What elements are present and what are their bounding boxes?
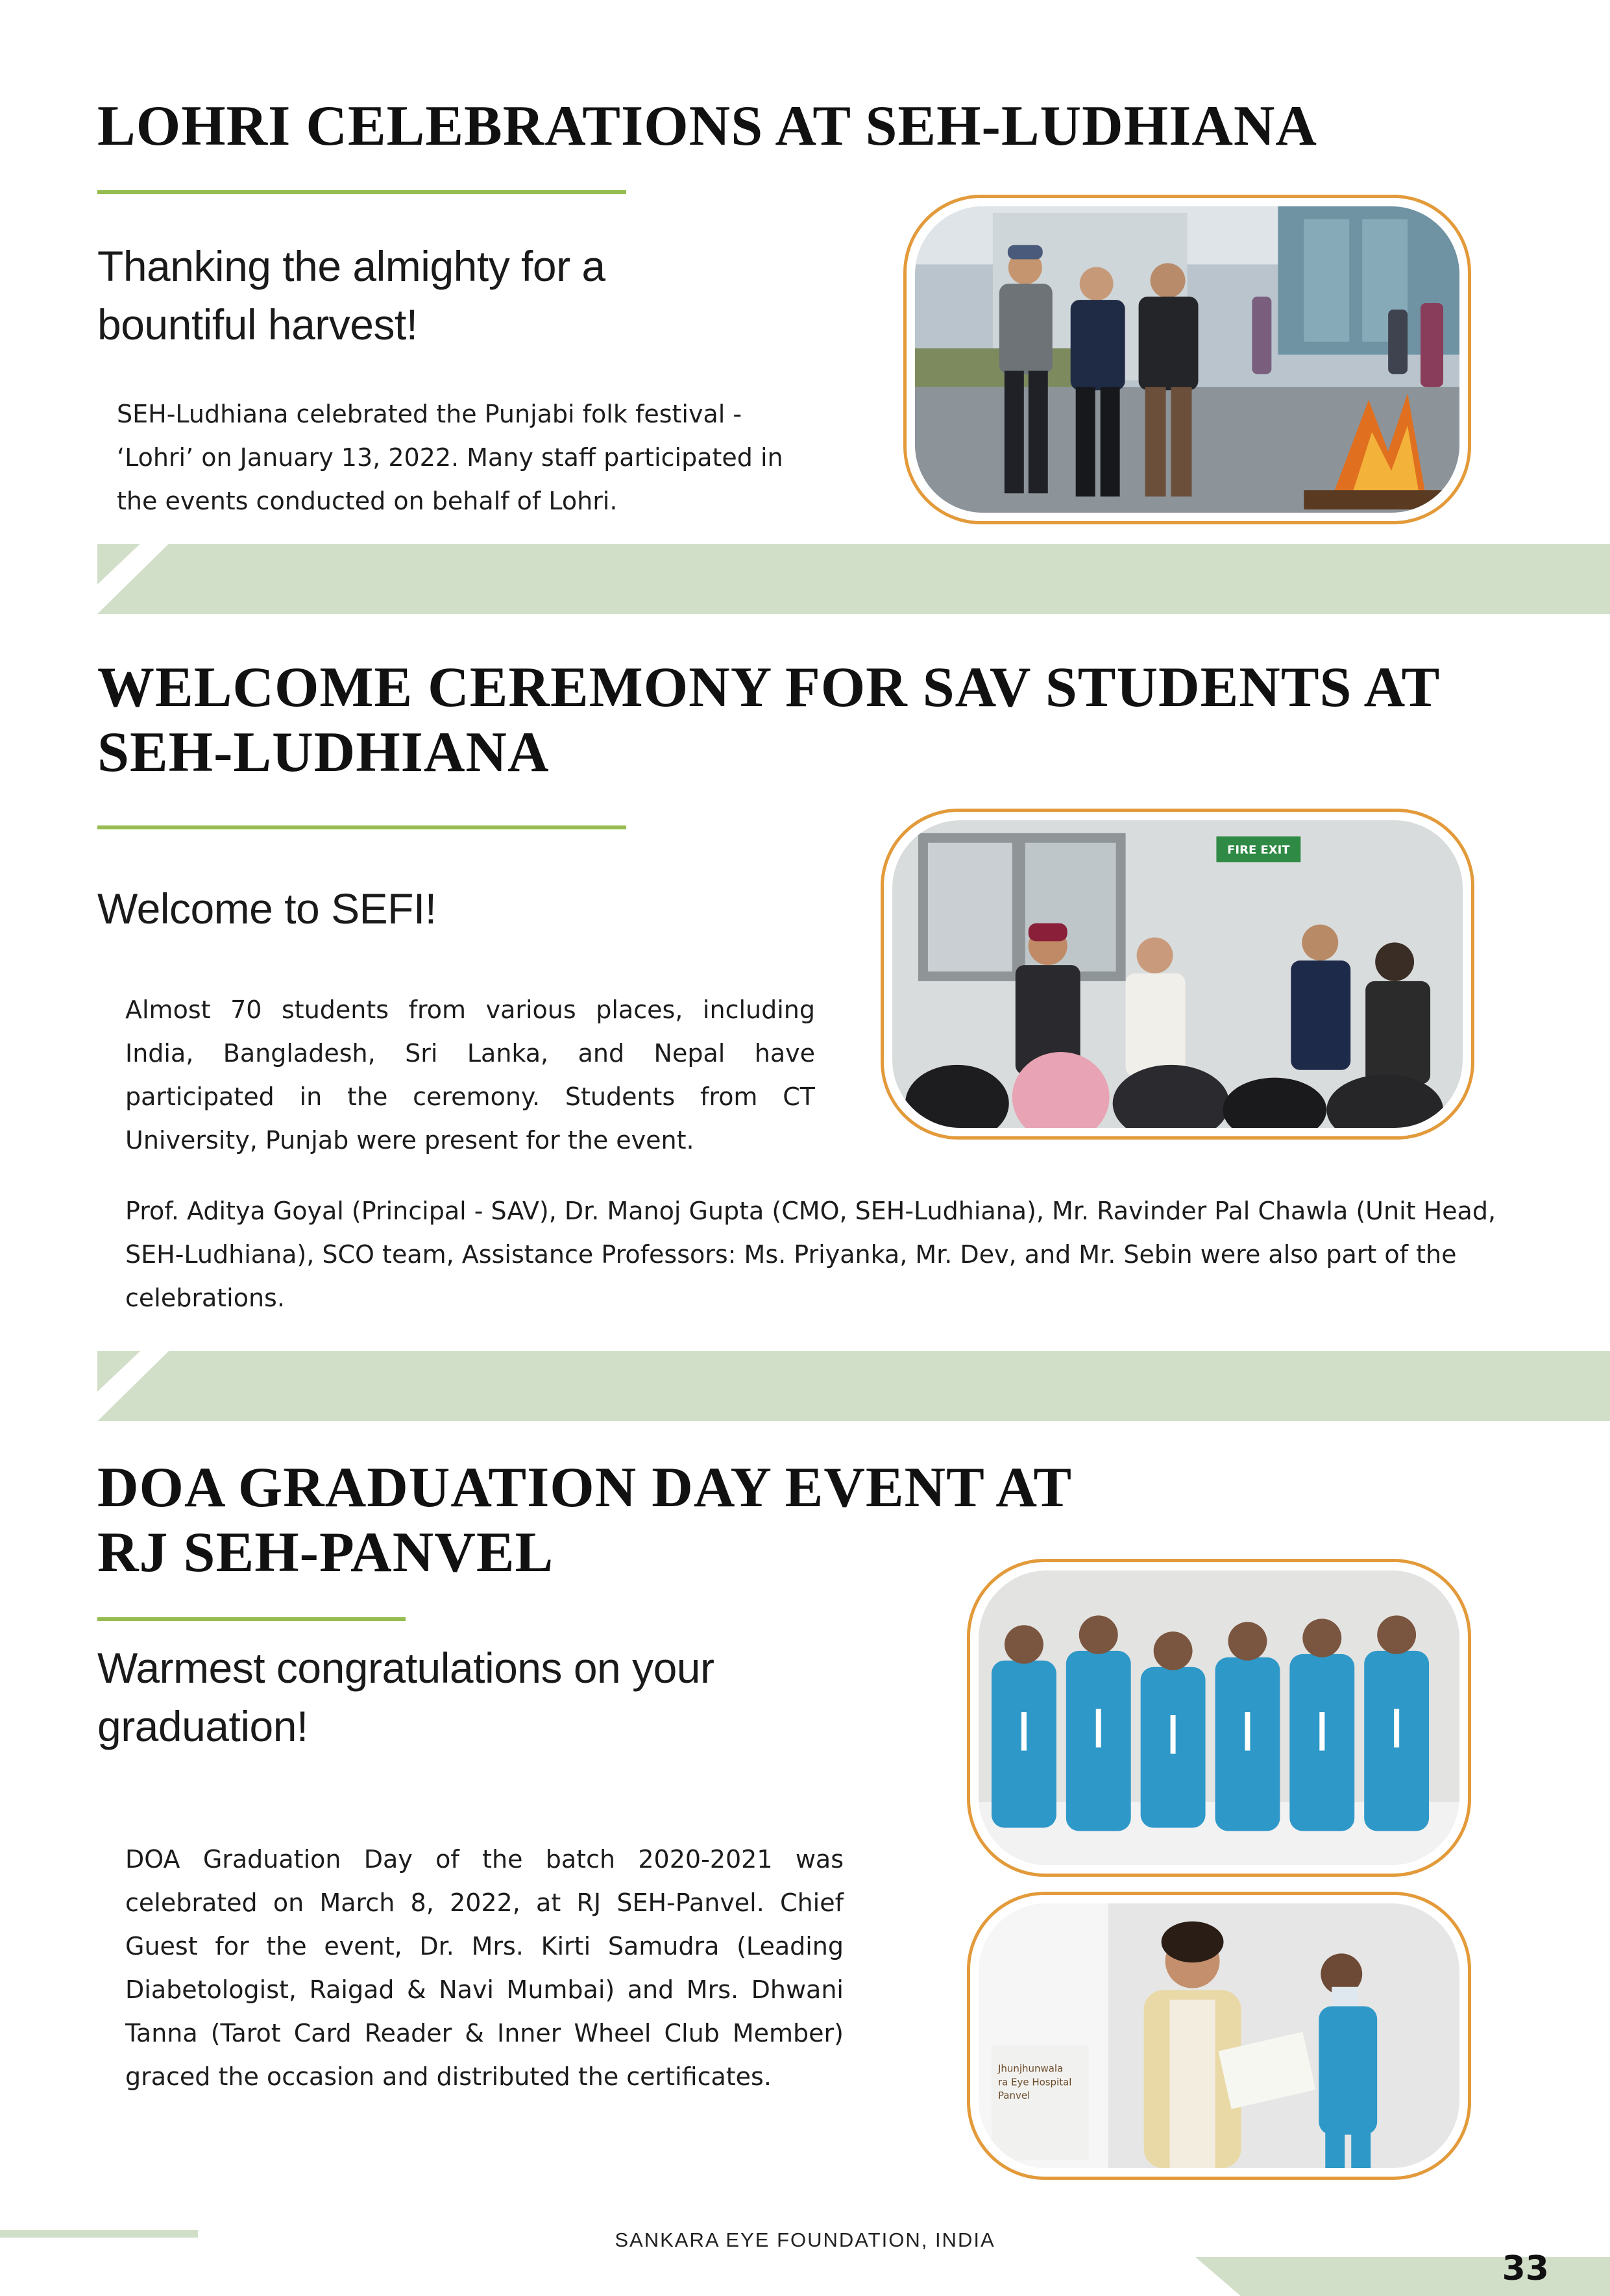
fire-exit-sign: FIRE EXIT — [1227, 843, 1290, 857]
section-heading-welcome: WELCOME CEREMONY FOR SAV STUDENTS AT SEH-LUDHIANA — [97, 656, 1441, 784]
section-subtitle-graduation: Warmest congratulations on your graduation! — [97, 1644, 714, 1750]
footer-organization: SANKARA EYE FOUNDATION, INDIA — [615, 2229, 995, 2251]
graduation-certificate-photo — [967, 1892, 1471, 2180]
lohri-description: SEH-Ludhiana celebrated the Punjabi folk festival - ‘Lohri’ on January 13, 2022. Many staff participated in the events conducted on behalf of Lohri. — [117, 400, 783, 515]
graduation-certificate-image — [979, 1903, 1459, 2168]
section-subtitle-welcome: Welcome to SEFI! — [97, 885, 437, 933]
lohri-photo-image — [915, 206, 1459, 513]
welcome-photo — [881, 809, 1474, 1140]
graduation-group-photo — [967, 1559, 1471, 1877]
welcome-attendees: Prof. Aditya Goyal (Principal - SAV), Dr. Manoj Gupta (CMO, SEH-Ludhiana), Mr. Ravinder Pal Chawla (Unit Head, SEH-Ludhiana), SCO team, Assistance Professors: Ms. Priyanka, Mr. Dev, and Mr. Sebin were also part of the celebrations. — [125, 1197, 1496, 1312]
hospital-banner-line: ra Eye Hospital — [997, 2076, 1072, 2088]
lohri-photo — [903, 195, 1471, 524]
section-divider-band — [97, 1351, 1610, 1421]
welcome-description: Almost 70 students from various places, including India, Bangladesh, Sri Lanka, and Nepal have participated in the ceremony. Students from CT University, Punjab were present for the event. — [125, 995, 815, 1154]
section-heading-graduation: DOA GRADUATION DAY EVENT AT RJ SEH-PANVEL — [97, 1456, 1073, 1584]
divider-notch — [97, 544, 169, 614]
heading-underline — [97, 1617, 406, 1621]
page-number: 33 — [1502, 2249, 1549, 2288]
graduation-group-image — [979, 1570, 1459, 1865]
graduation-description: DOA Graduation Day of the batch 2020-2021 was celebrated on March 8, 2022, at RJ SEH-Panvel. Chief Guest for the event, Dr. Mrs. Kirti Samudra (Leading Diabetologist, Raigad & Navi Mumbai) and Mrs. Dhwani Tanna (Tarot Card Reader & Inner Wheel Club Member) graced the occasion and distributed the certificates. — [125, 1845, 844, 2091]
section-heading-lohri: LOHRI CELEBRATIONS AT SEH-LUDHIANA — [97, 95, 1317, 158]
heading-underline — [97, 825, 626, 829]
welcome-photo-image — [892, 820, 1463, 1128]
section-subtitle-lohri: Thanking the almighty for a bountiful harvest! — [97, 242, 605, 348]
divider-notch — [97, 1351, 169, 1421]
hospital-banner-line: Panvel — [997, 2090, 1031, 2102]
section-divider-band — [97, 544, 1610, 614]
hospital-banner-line: Jhunjhunwala — [997, 2062, 1064, 2075]
heading-underline — [97, 190, 626, 194]
